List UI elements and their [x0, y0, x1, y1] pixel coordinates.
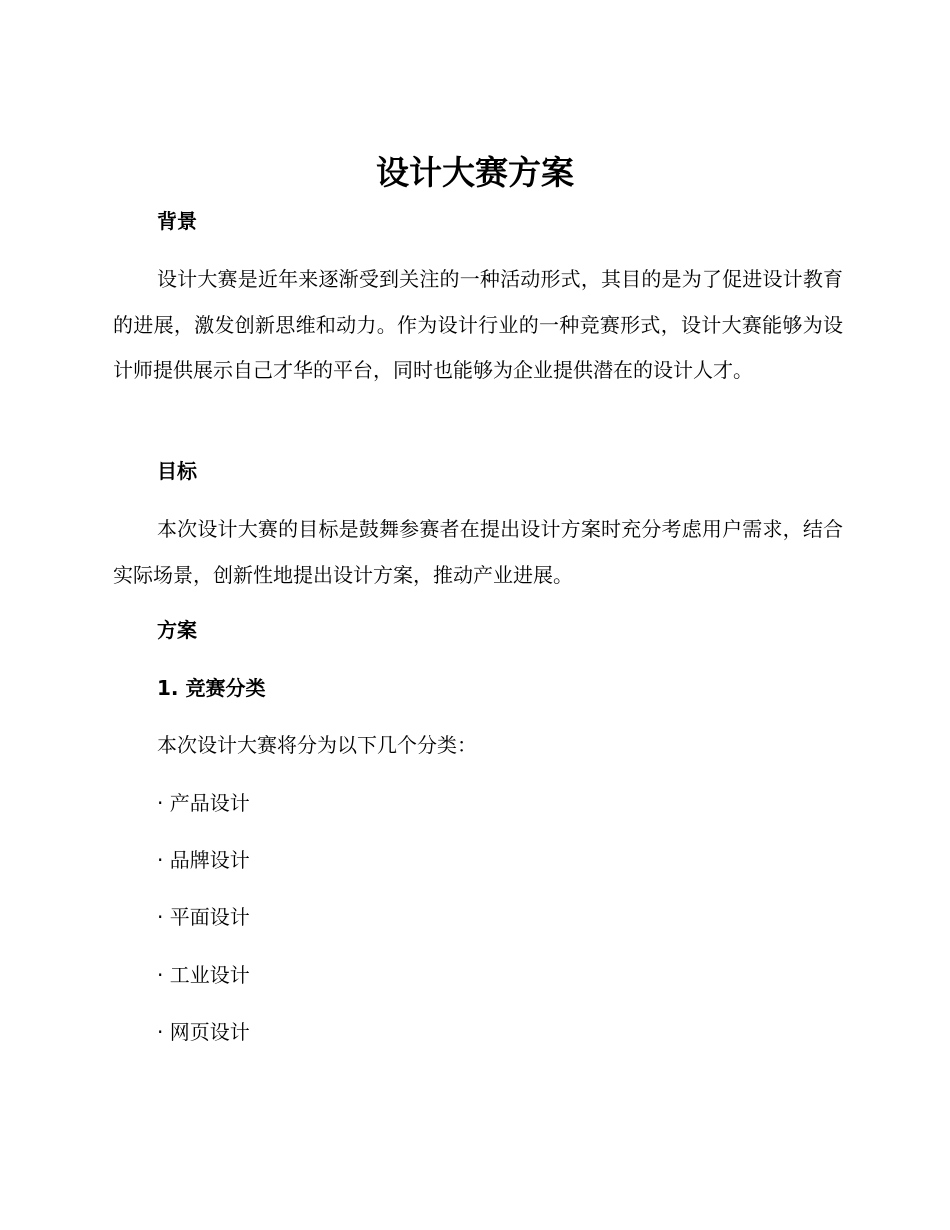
background-paragraph: 设计大赛是近年来逐渐受到关注的一种活动形式，其目的是为了促进设计教育的进展，激发创新思维和动力。作为设计行业的一种竞赛形式，设计大赛能够为设计师提供展示自己才华的平台，同时也能够为企业提供潜在的设计人才。 [113, 267, 843, 382]
subsection-heading-categories: 1. 竞赛分类 [157, 676, 266, 700]
categories-intro: 本次设计大赛将分为以下几个分类： [157, 733, 477, 757]
section-heading-background: 背景 [157, 209, 197, 233]
page-title: 设计大赛方案 [376, 153, 574, 192]
section-heading-plan: 方案 [157, 618, 197, 642]
list-item: · 产品设计 [157, 791, 250, 815]
list-item: · 网页设计 [157, 1020, 250, 1044]
list-item: · 工业设计 [157, 963, 250, 987]
list-item: · 平面设计 [157, 905, 250, 929]
list-item: · 品牌设计 [157, 848, 250, 872]
section-heading-goal: 目标 [157, 459, 197, 483]
goal-paragraph: 本次设计大赛的目标是鼓舞参赛者在提出设计方案时充分考虑用户需求，结合实际场景，创新性地提出设计方案，推动产业进展。 [113, 517, 843, 587]
